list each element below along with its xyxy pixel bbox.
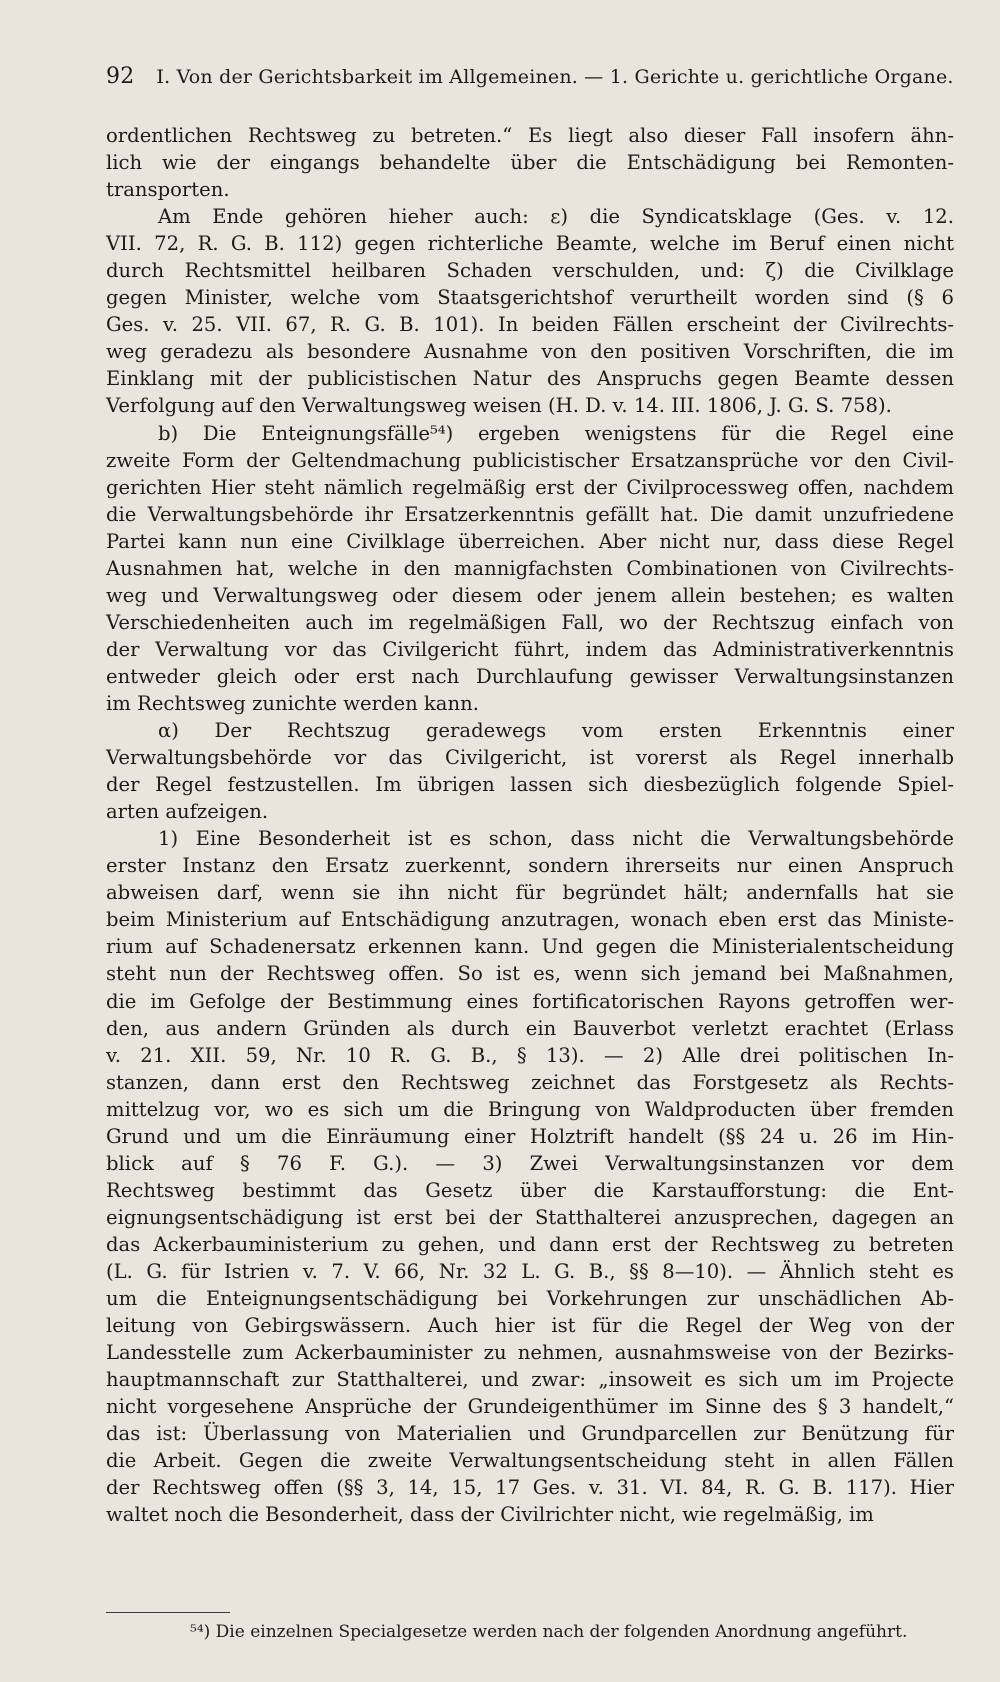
text-line: Ges. v. 25. VII. 67, R. G. B. 101). In beiden Fällen erscheint der Civilrechts- — [106, 313, 954, 337]
text-line: transporten. — [106, 178, 230, 202]
text-line: das Ackerbauministerium zu gehen, und dann erst der Rechtsweg zu betreten — [106, 1232, 954, 1256]
text-line: steht nun der Rechtsweg offen. So ist es, wenn sich jemand bei Maßnahmen, — [106, 962, 954, 986]
text-line: die im Gefolge der Bestimmung eines fortificatorischen Rayons getroffen wer- — [106, 989, 954, 1013]
text-line: mittelzug vor, wo es sich um die Bringung von Waldproducten über fremden — [106, 1097, 954, 1121]
page-number: 92 — [106, 64, 135, 89]
text-line: Am Ende gehören hieher auch: ε) die Syndicatsklage (Ges. v. 12. — [158, 205, 954, 229]
text-line: der Rechtsweg offen (§§ 3, 14, 15, 17 Ges. v. 31. VI. 84, R. G. B. 117). Hier — [106, 1476, 954, 1500]
text-line: nicht vorgesehene Ansprüche der Grundeigenthümer im Sinne des § 3 handelt,“ — [106, 1395, 954, 1419]
text-line: eignungsentschädigung ist erst bei der Statthalterei anzusprechen, dagegen an — [106, 1205, 954, 1229]
text-line: weg geradezu als besondere Ausnahme von den positiven Vorschriften, die im — [106, 340, 954, 364]
text-line: weg und Verwaltungsweg oder diesem oder jenem allein bestehen; es walten — [106, 583, 954, 607]
text-line: Verfolgung auf den Verwaltungsweg weisen (H. D. v. 14. III. 1806, J. G. S. 758). — [106, 394, 892, 418]
text-line: entweder gleich oder erst nach Durchlaufung gewisser Verwaltungsinstanzen — [106, 664, 954, 688]
text-line: gerichten Hier steht nämlich regelmäßig erst der Civilprocessweg offen, nachdem — [106, 475, 954, 499]
text-line: Verschiedenheiten auch im regelmäßigen Fall, wo der Rechtszug einfach von — [106, 610, 954, 634]
text-line: Ausnahmen hat, welche in den mannigfachsten Combinationen von Civilrechts- — [106, 556, 954, 580]
text-line: durch Rechtsmittel heilbaren Schaden verschulden, und: ζ) die Civilklage — [106, 259, 954, 283]
text-line: (L. G. für Istrien v. 7. V. 66, Nr. 32 L. G. B., §§ 8—10). — Ähnlich steht es — [106, 1259, 954, 1283]
footnote: ⁵⁴) Die einzelnen Specialgesetze werden nach der folgenden Anordnung angeführt. — [190, 1622, 908, 1642]
text-line: im Rechtsweg zunichte werden kann. — [106, 691, 479, 715]
text-line: abweisen darf, wenn sie ihn nicht für begründet hält; andernfalls hat sie — [106, 881, 954, 905]
text-line: um die Enteignungsentschädigung bei Vorkehrungen zur unschädlichen Ab- — [106, 1287, 954, 1311]
running-title: I. Von der Gerichtsbarkeit im Allgemeinen. — 1. Gerichte u. gerichtliche Organe. — [156, 66, 954, 88]
text-line: die Arbeit. Gegen die zweite Verwaltungsentscheidung steht in allen Fällen — [106, 1449, 954, 1473]
text-line: waltet noch die Besonderheit, dass der Civilrichter nicht, wie regelmäßig, im — [106, 1503, 874, 1527]
text-line: 1) Eine Besonderheit ist es schon, dass nicht die Verwaltungsbehörde — [158, 827, 954, 851]
text-line: VII. 72, R. G. B. 112) gegen richterliche Beamte, welche im Beruf einen nicht — [106, 232, 954, 256]
text-line: erster Instanz den Ersatz zuerkennt, sondern ihrerseits nur einen Anspruch — [106, 854, 954, 878]
footnote-divider — [106, 1612, 230, 1613]
text-line: Einklang mit der publicistischen Natur des Anspruchs gegen Beamte dessen — [106, 367, 954, 391]
text-line: hauptmannschaft zur Statthalterei, und zwar: „insoweit es sich um im Projecte — [106, 1368, 954, 1392]
body-text — [106, 122, 954, 1528]
text-line: stanzen, dann erst den Rechtsweg zeichnet das Forstgesetz als Rechts- — [106, 1070, 954, 1094]
text-line: ordentlichen Rechtsweg zu betreten.“ Es liegt also dieser Fall insofern ähn- — [106, 124, 954, 147]
text-line: die Verwaltungsbehörde ihr Ersatzerkenntnis gefällt hat. Die damit unzufriedene — [106, 502, 954, 526]
text-line: v. 21. XII. 59, Nr. 10 R. G. B., § 13). — 2) Alle drei politischen In- — [106, 1043, 954, 1067]
text-line: der Regel festzustellen. Im übrigen lassen sich diesbezüglich folgende Spiel- — [106, 773, 954, 797]
text-line: das ist: Überlassung von Materialien und Grundparcellen zur Benützung für — [106, 1422, 954, 1446]
text-line: gegen Minister, welche vom Staatsgerichtshof verurtheilt worden sind (§ 6 — [106, 286, 954, 310]
text-line: zweite Form der Geltendmachung publicistischer Ersatzansprüche vor den Civil- — [106, 448, 954, 472]
text-line: Landesstelle zum Ackerbauminister zu nehmen, ausnahmsweise von der Bezirks- — [106, 1341, 954, 1365]
text-line: beim Ministerium auf Entschädigung anzutragen, wonach eben erst das Ministe- — [106, 908, 954, 932]
text-line: rium auf Schadenersatz erkennen kann. Und gegen die Ministerialentscheidung — [106, 935, 954, 959]
text-line: den, aus andern Gründen als durch ein Bauverbot verletzt erachtet (Erlass — [106, 1016, 954, 1040]
text-line: Grund und um die Einräumung einer Holztrift handelt (§§ 24 u. 26 im Hin- — [106, 1124, 954, 1148]
text-line: Partei kann nun eine Civilklage überreichen. Aber nicht nur, dass diese Regel — [106, 529, 954, 553]
text-line: Verwaltungsbehörde vor das Civilgericht, ist vorerst als Regel innerhalb — [106, 746, 954, 770]
text-line: leitung von Gebirgswässern. Auch hier ist für die Regel der Weg von der — [106, 1314, 954, 1338]
text-line: b) Die Enteignungsfälle⁵⁴) ergeben wenigstens für die Regel eine — [158, 421, 954, 445]
text-line: arten aufzeigen. — [106, 800, 269, 824]
text-line: blick auf § 76 F. G.). — 3) Zwei Verwaltungsinstanzen vor dem — [106, 1151, 954, 1175]
text-line: lich wie der eingangs behandelte über die Entschädigung bei Remonten- — [106, 151, 954, 175]
text-line: Rechtsweg bestimmt das Gesetz über die Karstaufforstung: die Ent- — [106, 1178, 954, 1202]
running-header — [106, 64, 954, 89]
text-line: der Verwaltung vor das Civilgericht führt, indem das Administrativerkenntnis — [106, 637, 954, 661]
text-line: α) Der Rechtszug geradewegs vom ersten Erkenntnis einer — [158, 719, 954, 743]
